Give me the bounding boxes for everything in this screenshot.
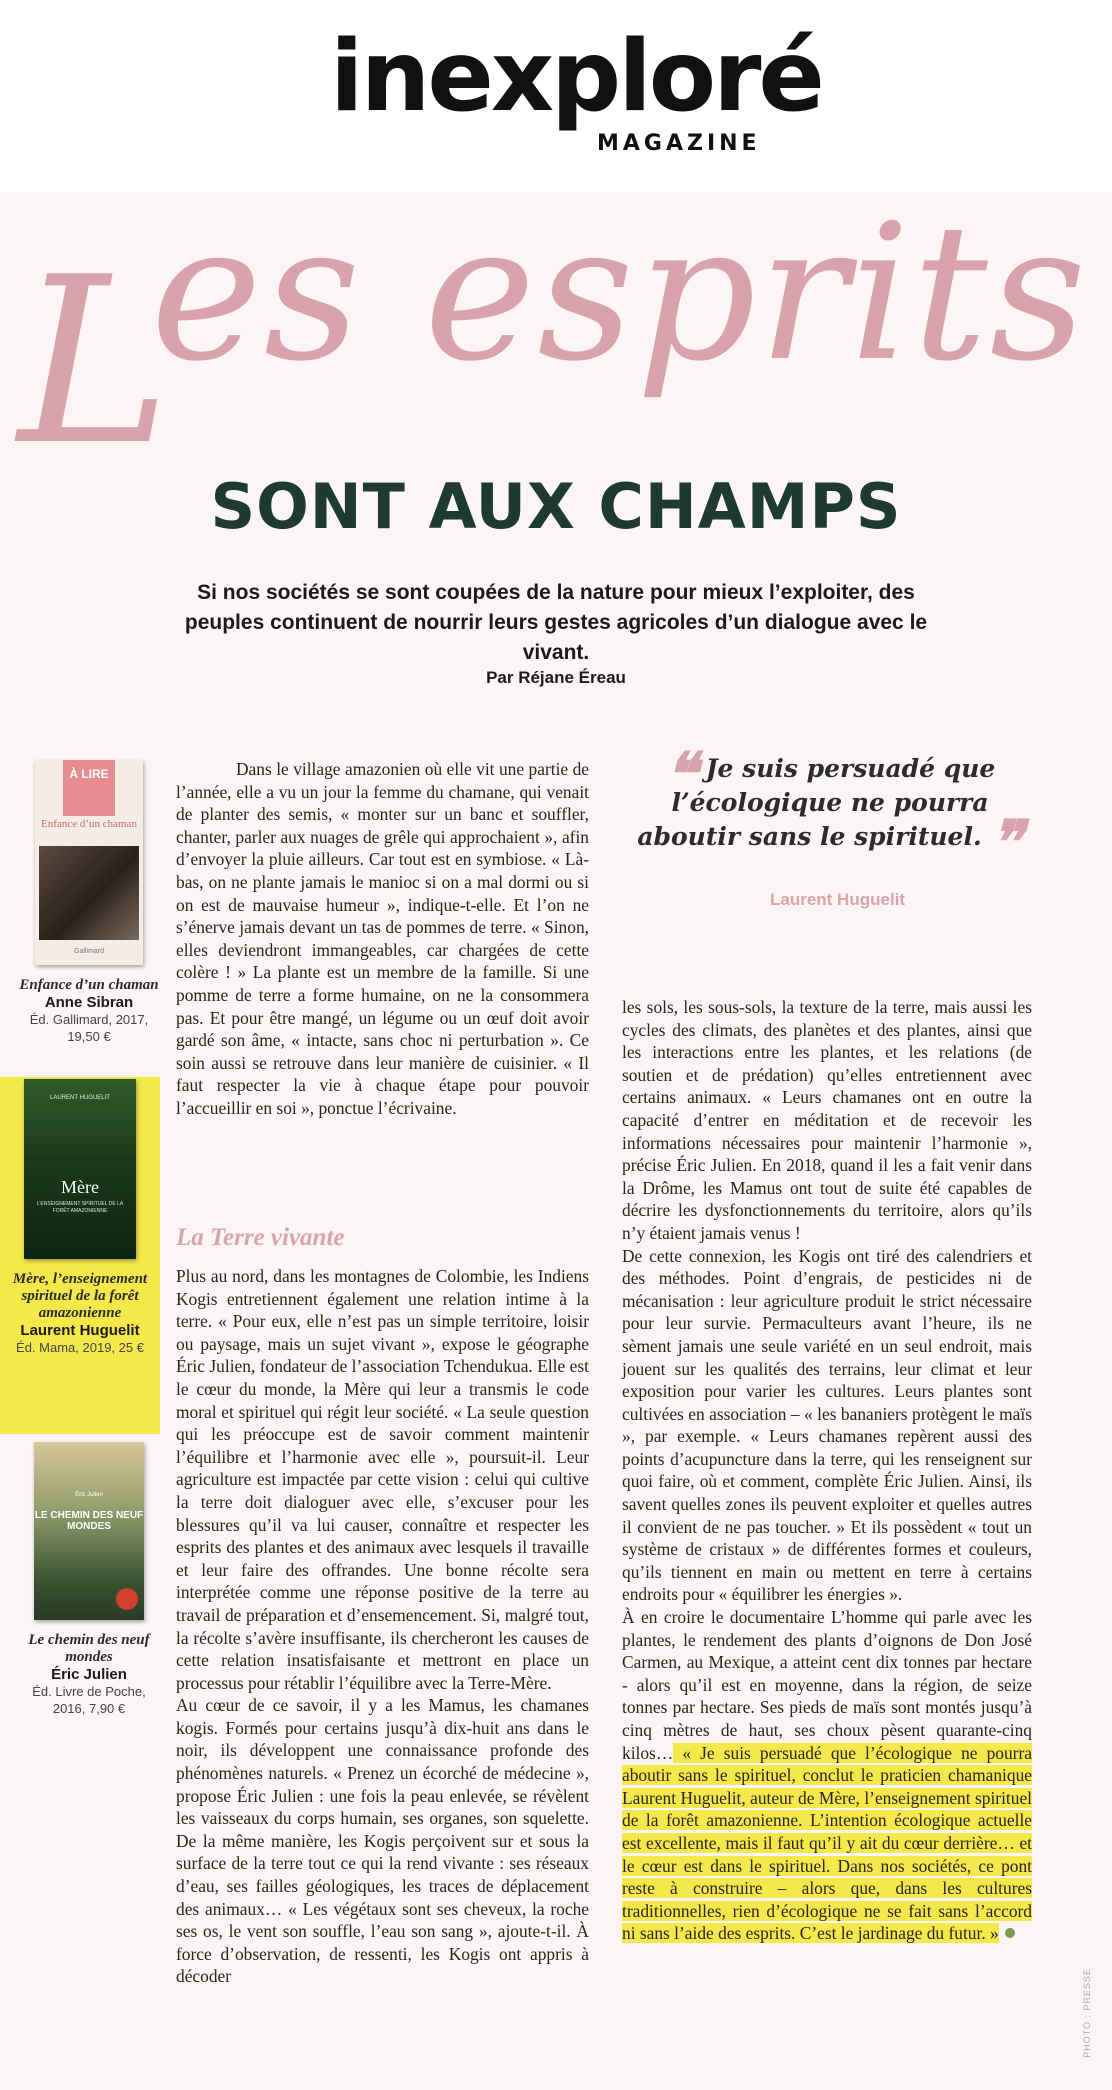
article-title: SONT AUX CHAMPS — [210, 470, 902, 543]
paragraph — [622, 1606, 1032, 1945]
magazine-logo[interactable]: inexploré — [330, 20, 822, 134]
book-card-enfance[interactable] — [18, 760, 160, 1045]
photo-credit: PHOTO : PRESSE — [1082, 1968, 1092, 2058]
cover-title: Enfance d’un chaman — [41, 818, 137, 830]
cover-subtitle: L’ENSEIGNEMENT SPIRITUEL DE LA FORÊT AMAZONIENNE — [36, 1201, 124, 1214]
close-quote-icon: ❞ — [990, 808, 1023, 878]
body-column-left-top — [176, 758, 589, 1120]
script-title-initial: L — [18, 229, 171, 496]
open-quote-icon: ❝ — [664, 740, 697, 810]
pull-quote-text: Je suis persuadé que l’écologique ne pourra aboutir sans le spirituel. — [637, 754, 996, 851]
book-publisher: Éd. Mama, 2019, 25 € — [16, 1340, 144, 1355]
end-mark-icon — [1005, 1928, 1015, 1938]
cover-title: LE CHEMIN DES NEUF MONDES — [34, 1510, 144, 1532]
article-lede: Si nos sociétés se sont coupées de la nature pour mieux l’exploiter, des peuples continuent de nourrir leurs gestes agricoles d’un dialogue avec le vivant. — [184, 581, 928, 664]
pull-quote-author: Laurent Huguelit — [770, 890, 906, 909]
book-cover[interactable] — [24, 1079, 136, 1259]
paragraph: Plus au nord, dans les montagnes de Colombie, les Indiens Kogis entretiennent également une relation intime à la terre. « Pour eux, elle n’est pas un simple territoire, loisir ou paysage, mais un sujet vivant », expose le géographe Éric Julien, fondateur de l’association Tchendukua. Elle est le cœur du monde, la Mère qui leur a transmis le code moral et spirituel qui régit leur société. « La seule question qui les préoccupe est de savoir comment maintenir l’équilibre et l’harmonie avec elle », poursuit-il. Leur agriculture est impactée par cette vision : celui qui cultive la terre doit dialoguer avec elle, s’excuser pour les blessures qu’il va lui causer, connaître et respecter les esprits des plantes et des animaux avec lesquels il travaille et leur faire des offrandes. Une bonne récolte sera interprétée comme une réponse positive de la terre au travail de préparation et d’ensemencement. Si, malgré tout, la récolte s’avère insuffisante, ils chercheront les causes de cette relation insatisfaisante et mettront en place un processus pour rétablir l’équilibre avec la Terre-Mère. — [176, 1266, 589, 1693]
book-card-neuf-mondes[interactable] — [18, 1442, 160, 1717]
cover-author: Éric Julien — [75, 1492, 103, 1498]
book-author: Éric Julien — [51, 1666, 127, 1683]
a-lire-badge: À LIRE — [63, 760, 115, 816]
book-publisher: Éd. Gallimard, 2017, 19,50 € — [29, 1012, 149, 1044]
highlighted-quote: « Je suis persuadé que l’écologique ne pourra aboutir sans le spirituel, conclut le praticien chamanique Laurent Huguelit, auteur de Mère, l’enseignement spirituel de la forêt amazonienne. L’intention écologique actuelle est excellente, mais il faut qu’il y ait du cœur derrière… et le cœur est dans le spirituel. Dans nos sociétés, ce pont reste à construire – alors que, dans les cultures traditionnelles, rien d’écologique ne se fait sans l’accord ni sans l’aide des esprits. C’est le jardinage du futur. » — [622, 1742, 1032, 1944]
price-sticker-icon — [116, 1588, 138, 1610]
book-publisher: Éd. Livre de Poche, 2016, 7,90 € — [32, 1684, 146, 1716]
book-title: Le chemin des neuf mondes — [28, 1632, 150, 1665]
cover-publisher: Gallimard — [74, 948, 104, 955]
paragraph: les sols, les sous-sols, la texture de la terre, mais aussi les cycles des climats, des planètes et des plantes, ainsi que les interactions entre les plantes, et les relations (de soutien et de prédation) qu’elles entretiennent avec certains animaux. « Leurs chamanes ont en outre la capacité d’entrer en méditation et de recevoir les informations nécessaires pour maintenir l’harmonie », précise Éric Julien. En 2018, quand il les a fait venir dans la Drôme, les Mamus ont tout de suite été capables de décrire les dysfonctionnements du territoire, alors qu’ils n’y étaient jamais venus ! — [622, 997, 1032, 1243]
article-byline: Par Réjane Éreau — [486, 668, 626, 687]
cover-photo — [39, 846, 139, 940]
book-cover[interactable] — [35, 760, 143, 965]
script-title-rest: es esprits — [150, 184, 1089, 403]
paragraph: Au cœur de ce savoir, il y a les Mamus, les chamanes kogis. Formés pour certains jusqu’à dix-huit ans dans le noir, ils développent une connaissance profonde des phénomènes naturels. « Prenez un écorché de médecine », propose Éric Julien : une fois la peau enlevée, se révèlent les vaisseaux du corps humain, ses organes, son squelette. De la même manière, les Kogis perçoivent sur et sous la surface de la terre tout ce qui la rend vivante : ses réseaux d’eau, ses failles géologiques, les traces de déplacement des animaux… « Les végétaux sont ses cheveux, la roche ses os, le vent son souffle, l’eau son sang », ajoute-t-il. À force d’observation, de ressenti, les Kogis ont appris à décoder — [176, 1695, 589, 1987]
masthead — [0, 0, 1112, 192]
paragraph-text: À en croire le documentaire L’homme qui parle avec les plantes, le rendement des plants d’oignons de Don José Carmen, au Mexique, a atteint cent dix tonnes par hectare - alors qu’il est en moyenne, dans la région, de seize tonnes par hectare. Ses pieds de maïs sont montés jusqu’à cinq mètres de haut, ses choux pèsent quarante-cinq kilos… — [622, 1607, 1032, 1763]
paragraph: De cette connexion, les Kogis ont tiré des calendriers et des méthodes. Point d’engrais, de pesticides ni de mécanisation : leur agriculture produit le strict nécessaire pour leur survie. Permaculteurs avant l’heure, ils ne sèment jamais une seule variété en un seul endroit, mais jouent sur les qualités des terrains, leur climat et leur exposition pour varier les cultures. Leurs plantes sont cultivées en association – « les bananiers protègent le maïs », par exemple. « Leurs chamanes repèrent aussi des points d’acupuncture dans la terre, qui les renseignent sur quoi faire, où et comment, complète Éric Julien. Ainsi, ils savent quelles zones ils peuvent exploiter et quelles autres il convient de ne pas toucher. » Et ils possèdent « tout un système de cristaux » de différentes formes et couleurs, qu’ils tiennent en main ou mettent en terre à certains endroits pour « équilibrer les énergies ». — [622, 1245, 1032, 1605]
book-author: Anne Sibran — [44, 994, 134, 1011]
cover-title: Mère — [61, 1177, 99, 1197]
cover-author: LAURENT HUGUELIT — [50, 1095, 110, 1101]
book-title: Mère, l’enseignement spirituel de la forêt amazonienne — [12, 1271, 148, 1321]
pull-quote — [630, 740, 1030, 878]
body-column-right — [622, 996, 1032, 1945]
magazine-logo-subtitle: MAGAZINE — [597, 131, 761, 156]
section-heading: La Terre vivante — [176, 1224, 345, 1251]
book-title: Enfance d’un chaman — [19, 977, 159, 993]
book-card-mere[interactable] — [0, 1077, 160, 1434]
book-cover[interactable] — [34, 1442, 144, 1620]
body-column-left-bottom — [176, 1265, 589, 1988]
paragraph: Dans le village amazonien où elle vit une partie de l’année, elle a vu un jour la femme du chamane, qui venait de planter des semis, « monter sur un banc et souffler, chanter, parler aux nuages de grêle qui approchaient », afin d’envoyer la pluie ailleurs. Car tout est en symbiose. « Là-bas, on ne plante jamais le manioc si on a mal dormi ou si on est de mauvaise humeur », indique-t-elle. Et l’on ne s’énerve jamais devant un tas de pommes de terre. « Sinon, elles deviendront immangeables, car chargées de cette colère ! » La plante est un membre de la famille. Si une pomme de terre a forme humaine, on ne la consommera pas. Et pour être mangé, un légume ou un œuf doit avoir gardé son âme, « intacte, sans choc ni perturbation ». Ce soin aussi se retrouve dans leur manière de cuisinier. « Il faut respecter la vie à chaque étape pour pouvoir l’accueillir en soi », ponctue l’écrivaine. — [176, 759, 589, 1118]
book-author: Laurent Huguelit — [20, 1322, 140, 1339]
